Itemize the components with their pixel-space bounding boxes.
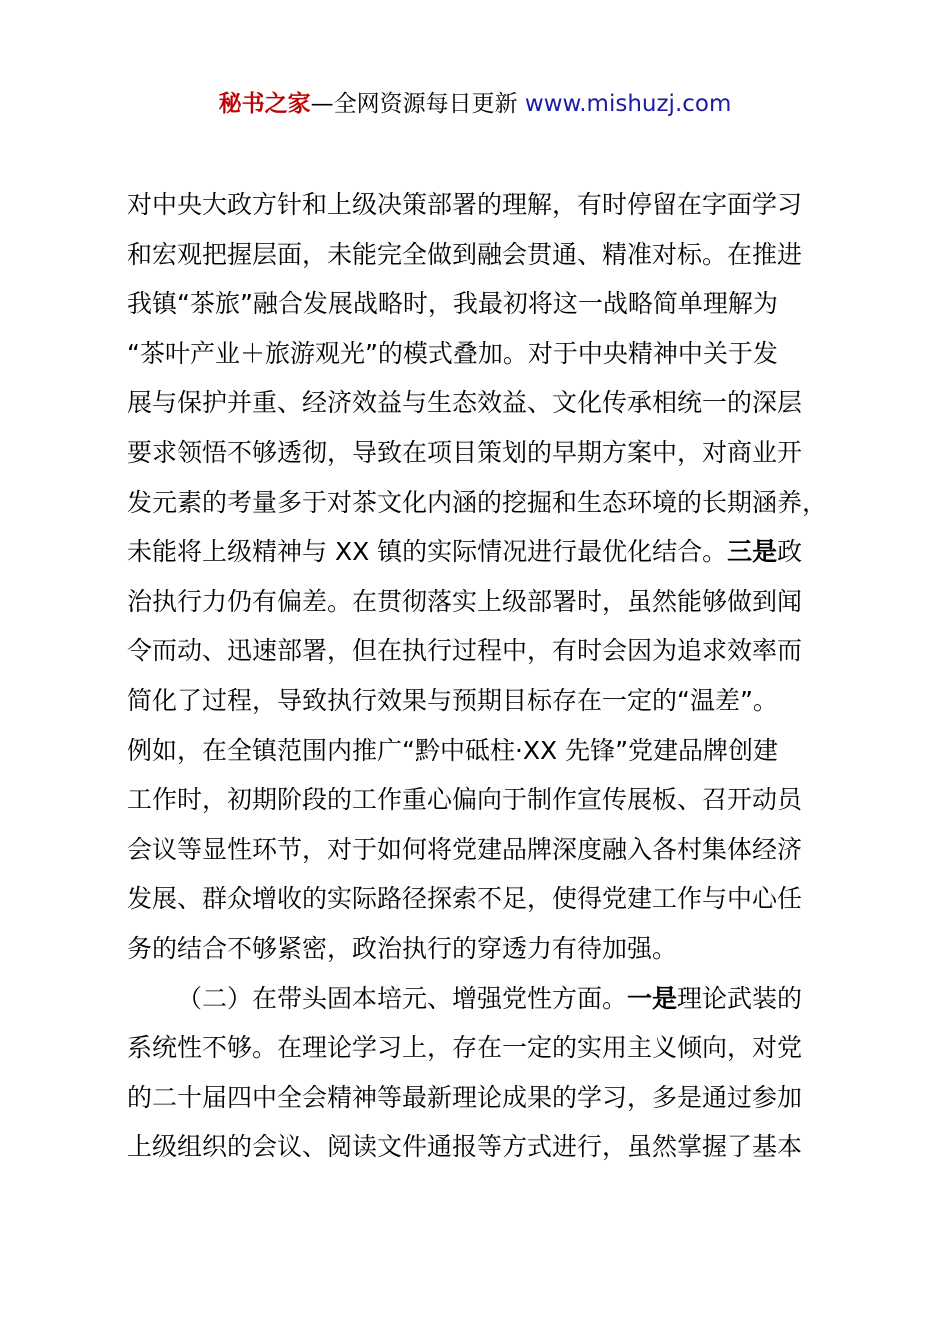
text-line: 对中央大政方针和上级决策部署的理解，有时停留在字面学习	[127, 190, 803, 219]
text-line: 的二十届四中全会精神等最新理论成果的学习，多是通过参加	[127, 1082, 803, 1112]
text-line: “茶叶产业＋旅游观光”的模式叠加。对于中央精神中关于发	[127, 338, 778, 368]
text-line: 上级组织的会议、阅读文件通报等方式进行，虽然掌握了基本	[127, 1132, 803, 1162]
text-line: 和宏观把握层面，未能完全做到融会贯通、精准对标。在推进	[127, 239, 803, 269]
header-tagline: —全网资源每日更新	[310, 91, 525, 117]
text-line: 发元素的考量多于对茶文化内涵的挖掘和生态环境的长期涵养，	[127, 487, 828, 517]
site-header	[0, 86, 950, 122]
text-line: 会议等显性环节，对于如何将党建品牌深度融入各村集体经济	[127, 834, 803, 864]
text-line: 我镇“茶旅”融合发展战略时，我最初将这一战略简单理解为	[127, 289, 778, 319]
text-line: 治执行力仍有偏差。在贯彻落实上级部署时，虽然能够做到闻	[127, 586, 803, 616]
section-heading-line: （二）在带头固本培元、增强党性方面。一是理论武装的	[177, 983, 803, 1013]
text-line: 简化了过程，导致执行效果与预期目标存在一定的“温差”。	[127, 685, 778, 715]
emphasis: 三是	[727, 537, 778, 567]
site-url: www.mishuzj.com	[524, 91, 732, 117]
document-body	[127, 180, 837, 1172]
text-line: 例如，在全镇范围内推广“黔中砥柱·XX 先锋”党建品牌创建	[127, 735, 779, 765]
emphasis: 一是	[627, 983, 678, 1013]
text-line: 未能将上级精神与 XX 镇的实际情况进行最优化结合。三是政	[127, 537, 803, 567]
brand-name: 秘书之家	[218, 91, 311, 117]
text-line: 系统性不够。在理论学习上，存在一定的实用主义倾向，对党	[127, 1033, 803, 1063]
text-line: 令而动、迅速部署，但在执行过程中，有时会因为追求效率而	[127, 636, 803, 666]
text-line: 工作时，初期阶段的工作重心偏向于制作宣传展板、召开动员	[127, 785, 803, 815]
text-line: 要求领悟不够透彻，导致在项目策划的早期方案中，对商业开	[127, 437, 803, 467]
text-line: 发展、群众增收的实际路径探索不足，使得党建工作与中心任	[127, 884, 803, 914]
text-line: 展与保护并重、经济效益与生态效益、文化传承相统一的深层	[127, 388, 803, 418]
text-line: 务的结合不够紧密，政治执行的穿透力有待加强。	[127, 933, 678, 963]
